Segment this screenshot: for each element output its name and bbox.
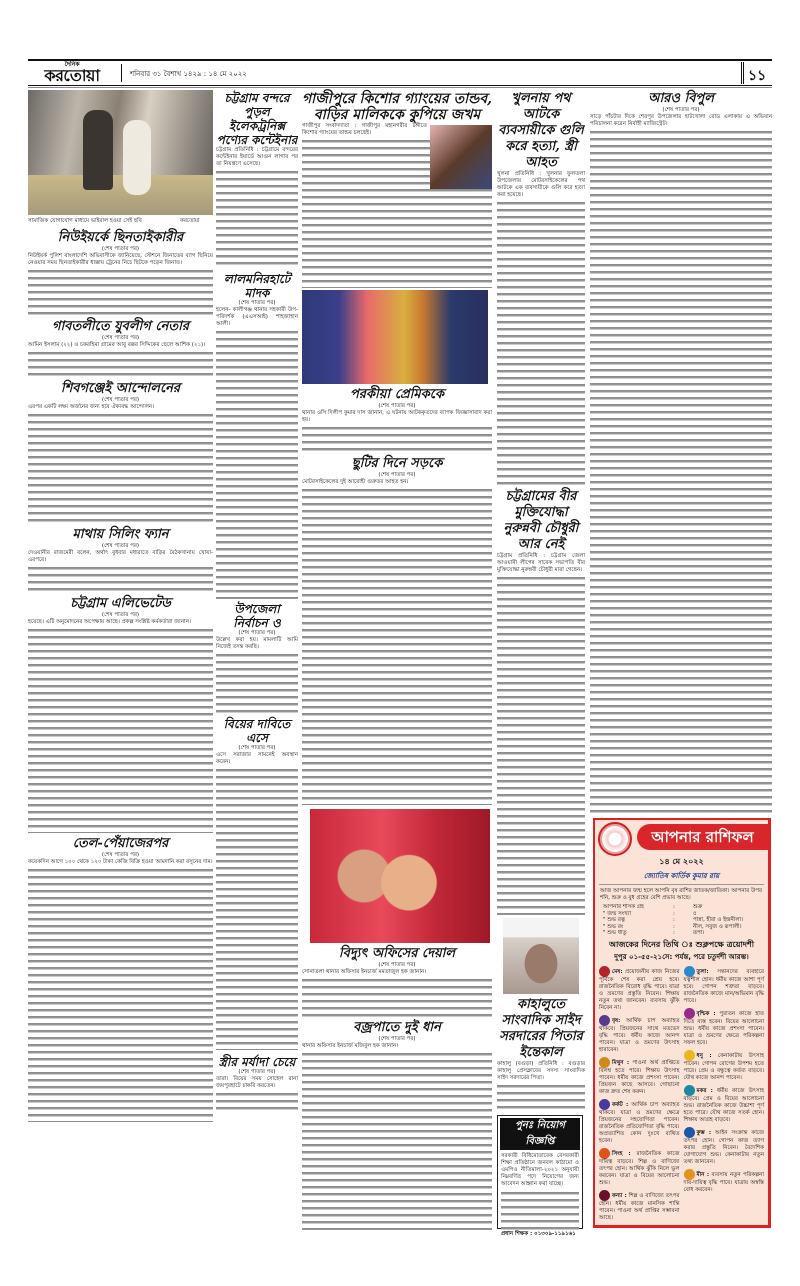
article-body (302, 1051, 492, 1230)
jump-label: (শেষ পাতার পর) (101, 246, 140, 252)
article-lead: কাহালু (বগুড়া) প্রতিনিধি : বগুড়ার কাহালু প্রেসক্লাবের সদস্য সাংবাদিক সাইদ সরদারের পিতা। (497, 1061, 585, 1081)
article-port-fire (216, 91, 298, 269)
signs-right-column (684, 966, 765, 1225)
divider (741, 62, 742, 84)
article-lead: মোটরসাইকেলের দুই আরোহী গুরুতর আহত হন। (302, 479, 409, 485)
article-body (302, 425, 492, 453)
article-body (28, 268, 213, 316)
sign-text: কেনাকাটায় উৎসাহ পাবেন। গোপন রোগের উপশম হতে পারে। প্রেম ও বন্ধুত্বে কর্তব্য বাড়বে। যৌথ কাজে আনন্দ পাবেন। (683, 1052, 765, 1081)
article-body (28, 412, 213, 524)
zodiac-sign-entry (599, 1099, 680, 1145)
horoscope-intro: আজ আপনার জন্ম হলে আপনি বৃষ রাশির জাতক/জাতিকা। আপনার উপর শনি, শুক্র ও বুধ গ্রহের বেশি প্রভাব আছে। (600, 888, 763, 901)
zodiac-sign-entry (684, 1127, 765, 1166)
table-row: " শুভ ধাতু : রূপা। (603, 930, 705, 936)
sign-text: পুরাতন কাজে হাত দিতে ব্যস্ত হবেন। বিয়ের আলোচনা শুভ। ধর্মীয় কাজে প্রশংসা পাবেন। যাত্রা ও ভ্রমণের ক্ষেত্রে পরিকল্পনা সফল হবে। (683, 1010, 764, 1046)
headline[interactable]: গাবতলীতে যুবলীগ নেতার (51, 319, 190, 334)
article-bidyut (302, 946, 492, 1017)
sign-name: তুলা: (696, 968, 709, 975)
table-row: " জন্ম সংখ্যা : ৫ (603, 910, 697, 917)
notice-body: সরকারী বিধিমোতাবেক বেসরকারী শিক্ষা প্রতিষ্ঠানে জনবল কাঠামো ও এমপিও নীতিমালা-২০২১ অনুযায়ী নিম্নবর্ণিত পদে নিয়োগের জন্য আবেদন আহ্বান করা যাচ্ছে। (501, 1153, 579, 1187)
sign-text: আর্থিক চাপ অব্যাহত থাকবে। প্রিয়জনের সাথে মতভেদ বৃদ্ধি পাবে। ধর্মীয় কাজে আনন্দ পাবেন। যাত্রা ও ভ্রমণের উৎসাহ হারাবেন। (599, 1017, 680, 1053)
zodiac-sign-entry (684, 1008, 765, 1047)
horoscope-box (593, 818, 771, 1228)
headline[interactable]: গাজীপুরে কিশোর গ্যাংয়ের তান্ডব, বাড়ির মালিককে কুপিয়ে জখম (302, 91, 492, 123)
article-body (590, 129, 772, 816)
zodiac-sign-icon (684, 1008, 695, 1019)
article-bajrapat (302, 1020, 492, 1230)
page-number: ১১ (748, 68, 767, 84)
signs-left-column (599, 966, 680, 1225)
article-lead: খুলনা প্রতিনিধি : খুলনার ফুলতলা উপজেলায় মোটরসাইকেলের পথ আটকে এক ব্যবসায়ীকে গুলি করে হত্যা করা হয়েছে। (497, 171, 585, 198)
headline[interactable]: শিবগঞ্জেই আন্দোলনের (60, 381, 181, 396)
headline[interactable]: খুলনায় পথ আটকে ব্যবসায়ীকে গুলি করে হত্যা, স্ত্রী আহত (498, 91, 584, 170)
zodiac-sign-icon (684, 1169, 695, 1180)
article-marriage (216, 717, 298, 1050)
zodiac-sign-entry (599, 1190, 680, 1222)
zodiac-sign-entry (684, 966, 765, 1005)
zodiac-sign-icon (599, 1099, 610, 1110)
article-khulna (497, 91, 585, 486)
zodiac-sign-icon (684, 1050, 695, 1061)
article-gazipur (302, 91, 492, 288)
zodiac-sign-entry (684, 1085, 765, 1124)
column-e (590, 88, 772, 816)
article-body (497, 200, 585, 486)
jump-label: (শেষ পাতার পর) (662, 107, 700, 113)
headline[interactable]: পরকীয়া প্রেমিককে (349, 387, 445, 402)
jump-label: (শেষ পাতার পর) (238, 1069, 276, 1075)
header-rule (28, 85, 772, 86)
zodiac-sign-icon (684, 1127, 695, 1138)
divider (743, 62, 744, 84)
headline[interactable]: নিউইয়র্কে ছিনতাইকারীর (57, 230, 184, 245)
zodiac-sign-entry (599, 1057, 680, 1096)
zodiac-sign-icon (599, 1148, 610, 1159)
victim-photo (430, 125, 492, 189)
column-d (497, 88, 585, 1113)
article-oil-onion (28, 836, 213, 1122)
headline[interactable]: লালমনিরহাটে মাদক (223, 272, 291, 300)
masthead-logo (28, 61, 116, 85)
zodiac-sign-entry (599, 1148, 680, 1187)
headline[interactable]: চট্টগ্রাম এলিভেটেড (70, 596, 171, 611)
sign-name: বৃষ: (612, 1017, 621, 1024)
article-porokiya (302, 387, 492, 453)
column-b (216, 88, 298, 1050)
jump-label: (শেষ পাতার পর) (101, 612, 140, 618)
article-wife (216, 1052, 298, 1124)
sign-name: সিংহ : (612, 1150, 631, 1157)
article-body (216, 1091, 298, 1111)
article-lead: চট্টগ্রাম প্রতিনিধি : চট্টগ্রাম জেলা আওয়ামী লীগের সাবেক সভাপতি বীর মুক্তিযোদ্ধা নুরুন্নবী চৌধুরী মারা গেছেন। (497, 553, 585, 573)
jump-label: (শেষ পাতার পর) (378, 472, 416, 478)
sign-name: মীন : (696, 1171, 710, 1178)
headline[interactable]: চট্টগ্রাম বন্দরে পুড়ল ইলেকট্রনিক্স পণ্যের কন্টেইনার (216, 91, 298, 147)
sign-name: কর্কট : (612, 1101, 629, 1108)
zodiac-sign-entry (684, 1169, 765, 1194)
article-freedom-fighter (497, 489, 585, 915)
zodiac-sign-icon (599, 1190, 610, 1201)
portrait-photo (503, 918, 579, 994)
jump-label: (শেষ পাতার পর) (378, 1036, 416, 1042)
headline[interactable]: তেল-পেঁয়াজেরপর (72, 836, 169, 851)
zodiac-signs (595, 963, 768, 1228)
jump-label: (শেষ পাতার পর) (101, 335, 140, 341)
article-body (216, 329, 298, 599)
headline[interactable]: বিয়ের দাবিতে এসে (223, 717, 291, 745)
sign-name: ধনু : (696, 1052, 712, 1059)
column-c (302, 88, 492, 1230)
table-row: " শুভ রং : নীল, সবুজ ও রূপালী। (603, 923, 742, 930)
horoscope-date: ১৪ মে ২০২২ (659, 857, 704, 866)
zodiac-sign-entry (599, 966, 680, 1012)
article-body (28, 565, 213, 593)
sign-text: শিল্প ও বাণিজ্যে তৎপর হোন। ধর্মীয় কাজে মানসিক শান্তি পাবেন। পাওনা অর্থ প্রাপ্তির সম্ভাবনা আছে। (599, 1192, 680, 1221)
sign-text: পাওনা অর্থ প্রাপ্তিতে বিলম্ব হতে পারে। শিক্ষায় উৎসাহ পাবেন। ধর্মীয় কাজে প্রশংসা পাবেন। প্রিয়জন কাছে আসবে। গোছানো কাজ দ্রুত শেষ করুন। (599, 1059, 680, 1095)
children-photo (310, 809, 490, 943)
headline[interactable]: কাহালুতে সাংবাদিক সাইদ সরদারের পিতার ইন্তেকাল (499, 997, 583, 1060)
article-lead: উল্লেখ করা হয়। মামলাটি আমি নিজেই তদন্ত করছি। (216, 637, 298, 650)
zodiac-sign-icon (599, 1015, 610, 1026)
sign-name: মকর : (696, 1087, 713, 1094)
sign-text: আইন সংক্রান্ত কাজে তৎপর হোন। গোপন কাজ ত্যাগ করার প্রস্তুতি নিবেন। বৈদেশিক যোগাযোগ শুভ। কেনাকাটায় নতুন তথ্য জানবেন। (683, 1129, 764, 1165)
table-row: আপনার শাসক গ্রহ : শুক্র (603, 904, 703, 910)
article-biplob (590, 91, 772, 816)
top-rule (28, 59, 772, 61)
article-newyork (28, 230, 213, 316)
article-lead: কয়েকদিন আগে ১০০ থেকে ১২০ টাকা কেজি বিক্রি হওয়া আমদানি করা রসুনের দাম। (28, 859, 213, 865)
article-lead: এসে সরাজার সামনেই অবস্থান করেন। (216, 752, 298, 765)
article-body (302, 487, 492, 805)
article-body (302, 977, 492, 1017)
sign-text: ধর্মীয় কাজে উৎসাহ বাড়বে। প্রেম ও বিয়ের আলোচনা শুভ। রাজনৈতিক কাজে উচ্চাশা পূর্ণ হতে পারে। যৌথ কাজে সতর্ক হোন। শিক্ষায় আগ্রহ বাড়বে। (683, 1087, 764, 1123)
article-shibganj (28, 381, 213, 524)
subway-photo (28, 90, 213, 215)
headline[interactable]: বিদ্যুৎ অফিসের দেয়াল (338, 946, 456, 961)
sign-text: প্রয়োজনীয় কাজ নিজের পূর্বিকে শেষ করা শ্রেয় হবে। রাজনৈতিক বিরোধ বৃদ্ধি পাবে। যাত্রা ও ভ্রমণের প্রস্তুতি নিবেন। শিক্ষায় নতুন তথ্য জানবেন। ব্যবসায় ঝুঁকি নিবেন না। (599, 968, 680, 1011)
article-lead: এরপর একটি লক্ষ্য অর্জনের জন্য হবে ঐক্যবদ্ধ আন্দোলন। (28, 404, 155, 410)
police-station-photo (302, 290, 488, 384)
zodiac-sign-icon (599, 1057, 610, 1068)
sign-name: কন্যা : (612, 1192, 627, 1199)
recruitment-notice (497, 1115, 583, 1237)
article-lalmonirhat (216, 272, 298, 599)
article-lead: থানার অফিসার ইনচার্জ মজিবুল হক জানান। (302, 1043, 399, 1049)
zodiac-sign-entry (684, 1050, 765, 1082)
sign-name: মেষ: (612, 968, 623, 975)
horoscope-byline: জ্যোতিষ কার্তিক কুমার রায় (599, 870, 764, 885)
photo-caption: সামাজিক যোগাযোগ মাধ্যমে ভাইরাল হওয়া সেই ছবি (28, 218, 142, 224)
article-lead: সোনাতলা থানার অফিসার ইনচার্জ মমতাজুল হক জানান। (302, 969, 427, 975)
article-body (28, 627, 213, 833)
horoscope-table (595, 904, 768, 937)
issue-date: শনিবার ৩১ বৈশাখ ১৪২৯ : ১৪ মে ২০২২ (130, 70, 247, 78)
column-a (28, 227, 213, 1122)
article-lead: আমিন ইসলাম (২২) ও চকরহিমা গ্রামের আবু বক্কর সিদ্দিকের ছেলে আশিক (২১)। (28, 342, 206, 348)
headline[interactable]: উপজেলা নির্বাচন ও (233, 602, 281, 630)
article-elevated (28, 596, 213, 833)
jump-label: (শেষ পাতার পর) (101, 543, 140, 549)
article-lead: হলেন- কালীগঞ্জ থানার সহকারী উপ-পরিদর্শক (এএসআই) শাহজাহান আলী। (216, 307, 298, 327)
article-lead: গাজীপুর সংবাদদাতা : গাজীপুর মহানগরীর টঙ্গীতে কিশোর গ্যাংয়ের তান্ডব চলছেই। (302, 123, 427, 136)
tithi-line-2: দুপুর ০১-৫৫-২১সে: পর্যন্ত, পরে চতুর্দশী আরম্ভ। (614, 952, 749, 961)
headline[interactable]: বজ্রপাতে দুই ধান (353, 1020, 441, 1035)
article-gabtoli (28, 319, 213, 378)
sign-text: ব্যবসায় নতুন পরিকল্পনা দায়-দায়িত্ব বৃদ্ধি পাবে। যাত্রায় অস্বস্তি বোধ করবেন। (683, 1171, 765, 1193)
article-body (28, 867, 213, 1122)
sign-name: কুম্ভ : (696, 1129, 712, 1136)
article-chhutir (302, 456, 492, 805)
article-lead: হয়েছে। এটি অনুমোদনের অপেক্ষায় আছে। প্রকল্প সংশ্লিষ্ট কর্মকর্তারা জানান। (28, 619, 191, 625)
article-body (216, 767, 298, 1050)
article-body (497, 575, 585, 915)
headline[interactable]: আরও বিপুল (648, 91, 714, 106)
article-lead: দেওয়ানীর রাজমেরী বলেন, অর্থাৎ বুধবার মধ্যরাতে বাড়ির বৈঠকখানায় খোয়া-এরপরে। (28, 550, 213, 563)
article-lead: সাড়ে পাঁচটার দিকে শেরপুর উপজেলার হাটখোলা রোড এলাকায় এ অভিযান পরিচালনা করেন নির্বাহী ম্যাজিস্ট্রেট। (590, 114, 772, 127)
jump-label: (শেষ পাতার পর) (238, 745, 276, 751)
zodiac-sign-icon (599, 966, 610, 977)
sign-name: মিথুন : (612, 1059, 630, 1066)
headline[interactable]: স্ত্রীর মর্যাদা চেয়ে (218, 1055, 296, 1069)
jump-label: (শেষ পাতার পর) (238, 300, 276, 306)
article-upazila (216, 602, 298, 714)
notice-contact: প্রধান শিক্ষক : ০১৩০৯-১১৯১৬১ (501, 1231, 576, 1237)
table-row: " শুভ রত্ন : পান্না, হীরা ও ইন্দ্রনীলা। (603, 917, 744, 923)
sign-text: সন্তানদের ব্যবহারে যত্নশীল হোন। ধর্মীয় কাজে আশা পূর্ণ হবে। গোপন শত্রুতা বাড়বে। রাজনৈতিক কাজে মান/অভিমান বৃদ্ধি পাবে। (683, 968, 764, 1004)
zodiac-wheel-icon (598, 822, 632, 856)
jump-label: (শেষ পাতার পর) (101, 852, 140, 858)
photo-credit: করতোয়া (180, 218, 200, 224)
headline[interactable]: মাথায় সিলিং ফ্যান (72, 527, 169, 542)
article-ceiling-fan (28, 527, 213, 593)
logo-name: করতোয়া (44, 66, 100, 85)
article-body (28, 350, 213, 378)
notice-body-text (501, 1190, 579, 1230)
sign-name: বৃশ্চিক : (696, 1010, 716, 1017)
article-lead: নিউইয়র্ক পুলিশ বাংলাদেশি অভিবাসীকে জানিয়েছে, স্টেশনে জিনাতের ব্যাগ ছিনিয়ে নেওয়ার সময় ছিনতাইকারীর ধাক্কায় ট্রেনের নিচে ছিটকে পড়েন জিনাত। (28, 253, 213, 266)
jump-label: (শেষ পাতার পর) (378, 403, 416, 409)
zodiac-sign-icon (684, 966, 695, 977)
article-body (497, 1083, 585, 1113)
zodiac-sign-icon (684, 1085, 695, 1096)
logo-kicker: দৈনিক (64, 61, 80, 68)
jump-label: (শেষ পাতার পর) (378, 962, 416, 968)
jump-label: (শেষ পাতার পর) (238, 630, 276, 636)
divider (121, 64, 122, 82)
sign-text: রাজনৈতিক কাজে দায়িত্ব বাড়বে। শিল্প ও বাণিজ্যে তৎপর হোন। আর্থিক ঝুঁকি নিলে ভুল করবেন। যাত্রা ও বিয়ের আলোচনা শুভ। (599, 1150, 680, 1186)
horoscope-title: আপনার রাশিফল (637, 824, 768, 850)
tithi-line-1: আজকের দিনের তিথি ঃ শুক্লপক্ষে ত্রয়োদশী (608, 939, 755, 949)
article-body (216, 169, 298, 269)
notice-title: পুনঃ নিয়োগ বিজ্ঞপ্তি (500, 1118, 580, 1150)
article-kahalu (497, 997, 585, 1113)
jump-label: (শেষ পাতার পর) (101, 397, 140, 403)
article-body (216, 652, 298, 714)
zodiac-sign-entry (599, 1015, 680, 1054)
sign-text: আর্থিক চাপ অব্যাহত থাকবে। যাত্রা ও ভ্রমণের ক্ষেত্রে প্রিয়জনের সহযোগিতা পাবেন। রাজনৈতিক প্রতিযোগিতা বৃদ্ধি পাবে। অপ্রত্যাশিত কোন দুঃখে ব্যথিত হবেন। (599, 1101, 680, 1144)
article-lead: চট্টগ্রাম প্রতিনিধি : চট্টগ্রামে বন্দরের কন্টেইনার ইয়ার্ডে আগুন লাগার পর তা নিয়ন্ত্রণে এসেছে। (216, 147, 298, 167)
headline[interactable]: ছুটির দিনে সড়কে (351, 456, 443, 471)
article-lead: থানার ওসি দিলীপ কুমার দাস জানান, এ ঘটনায় আটককৃতদের ব্যাপক জিজ্ঞাসাবাদ করা হয়। (302, 410, 492, 423)
headline[interactable]: চট্টগ্রামের বীর মুক্তিযোদ্ধা নুরুন্নবী চৌধুরী আর নেই (503, 489, 579, 552)
article-lead: তারা। বিয়ের সময় সোহেল রানা জয়পুরহাটে চাকরি করতেন। (216, 1076, 298, 1089)
